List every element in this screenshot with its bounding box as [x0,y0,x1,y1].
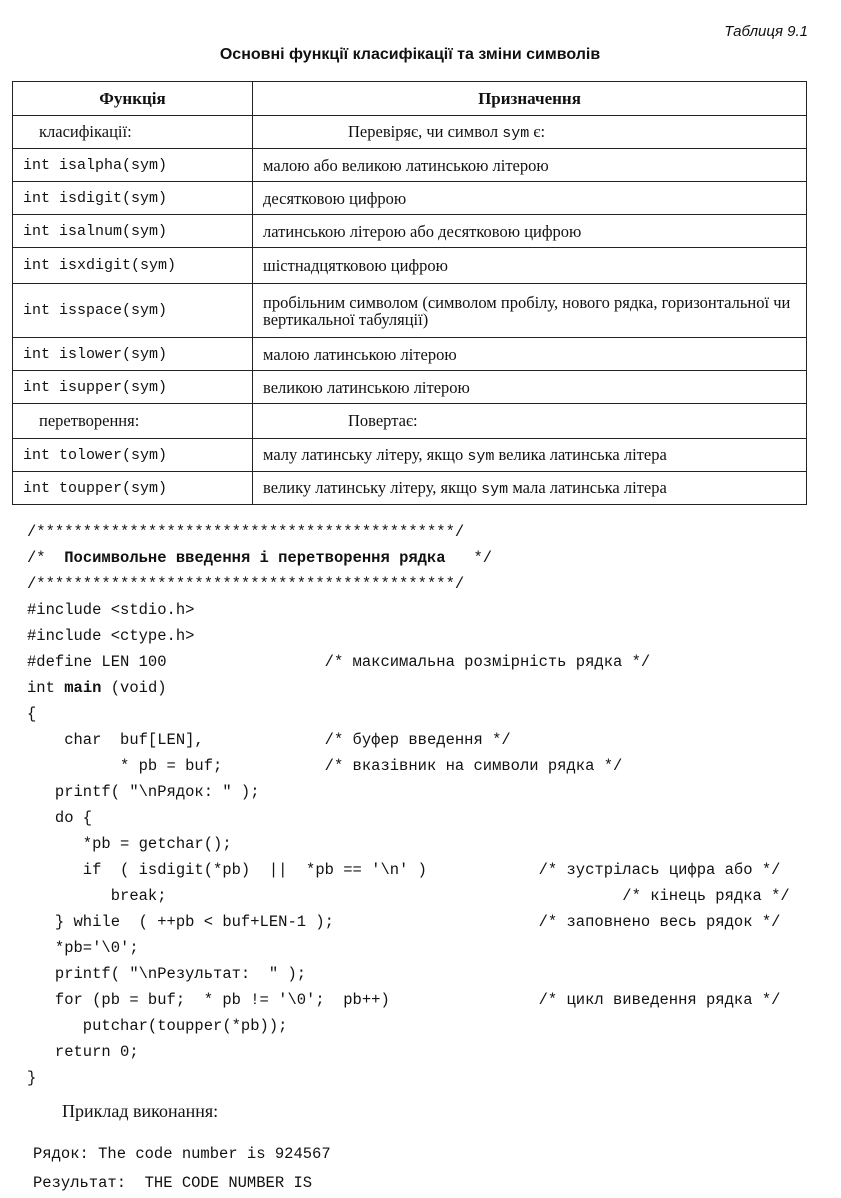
code-token: /* [27,549,65,567]
function-description [253,472,807,505]
code-line: #include <ctype.h> [27,627,195,645]
function-description: малою латинською літерою [253,338,807,371]
code-line: *pb = getchar(); [27,835,232,853]
code-line: char buf[LEN], /* буфер введення */ [27,731,511,749]
code-line: * pb = buf; /* вказівник на символи рядка */ [27,757,623,775]
code-token: int [27,679,65,697]
code-line: *pb='\0'; [27,939,139,957]
section-classification-row [13,116,807,149]
function-name: int isdigit(sym) [13,182,253,215]
code-line: for (pb = buf; * pb != '\0'; pb++) /* цикл виведення рядка */ [27,991,781,1009]
table-caption: Таблиця 9.1 [724,23,808,40]
code-line: { [27,705,37,723]
note-text: є: [529,122,546,141]
function-name: int isspace(sym) [13,284,253,338]
table-row [13,472,807,505]
table-row [13,338,807,371]
code-line: return 0; [27,1043,139,1061]
table-row [13,371,807,404]
code-line: #include <stdio.h> [27,601,195,619]
section-classification-note [253,116,807,149]
functions-table [12,81,807,505]
table-row [13,215,807,248]
code-line: if ( isdigit(*pb) || *pb == '\n' ) /* зустрілась цифра або */ [27,861,781,879]
code-line: /*********************************************/ [27,523,465,541]
function-name: int tolower(sym) [13,439,253,472]
header-function: Функція [13,82,253,116]
code-line: break; /* кінець рядка */ [27,887,790,905]
section-classification-label: класифікації: [13,116,253,149]
function-description: шістнадцятковою цифрою [253,248,807,284]
function-description: великою латинською літерою [253,371,807,404]
function-name: int islower(sym) [13,338,253,371]
desc-text: мала латинська літера [508,477,667,497]
function-name: int isupper(sym) [13,371,253,404]
table-row [13,149,807,182]
code-line: printf( "\nРезультат: " ); [27,965,307,983]
code-main-keyword: main [64,679,102,697]
desc-text: велику латинську літеру, якщо [263,477,482,497]
code-token: */ [445,549,493,567]
output-line: Результат: THE CODE NUMBER IS [33,1174,313,1192]
table-row [13,439,807,472]
table-title: Основні функції класифікації та зміни символів [219,46,601,63]
function-description: латинською літерою або десятковою цифрою [253,215,807,248]
function-name: int isalnum(sym) [13,215,253,248]
code-token: (void) [101,679,167,697]
function-name: int isxdigit(sym) [13,248,253,284]
desc-code: sym [467,447,495,465]
code-line: do { [27,809,93,827]
code-line: /*********************************************/ [27,575,465,593]
section-conversion-note: Повертає: [253,404,807,439]
function-name: int isalpha(sym) [13,149,253,182]
function-name: int toupper(sym) [13,472,253,505]
function-description: пробільним символом (символом пробілу, нового рядка, горизонтальної чи вертикальної табуляції) [253,284,807,338]
table-header-row [13,82,807,116]
code-comment-title: Посимвольне введення і перетворення рядка [64,549,446,567]
note-text: Перевіряє, чи символ [348,122,503,141]
table-row [13,248,807,284]
desc-text: велика латинська літера [494,444,667,464]
program-output [33,1140,331,1198]
table-row [13,182,807,215]
code-line: printf( "\nРядок: " ); [27,783,260,801]
function-description: малою або великою латинською літерою [253,149,807,182]
desc-code: sym [481,480,509,498]
function-description: десятковою цифрою [253,182,807,215]
table-row [13,284,807,338]
function-description [253,439,807,472]
note-code: sym [502,125,530,142]
code-line: } [27,1069,37,1087]
code-line: } while ( ++pb < buf+LEN-1 ); /* заповнено весь рядок */ [27,913,781,931]
code-line [27,549,492,567]
code-line: putchar(toupper(*pb)); [27,1017,288,1035]
output-line: Рядок: The code number is 924567 [33,1145,331,1163]
desc-text: малу латинську літеру, якщо [263,444,468,464]
code-line: #define LEN 100 /* максимальна розмірність рядка */ [27,653,651,671]
section-conversion-row [13,404,807,439]
section-conversion-label: перетворення: [13,404,253,439]
header-purpose: Призначення [253,82,807,116]
code-line [27,679,167,697]
code-listing [27,519,827,1091]
example-label: Приклад виконання: [62,1101,219,1121]
